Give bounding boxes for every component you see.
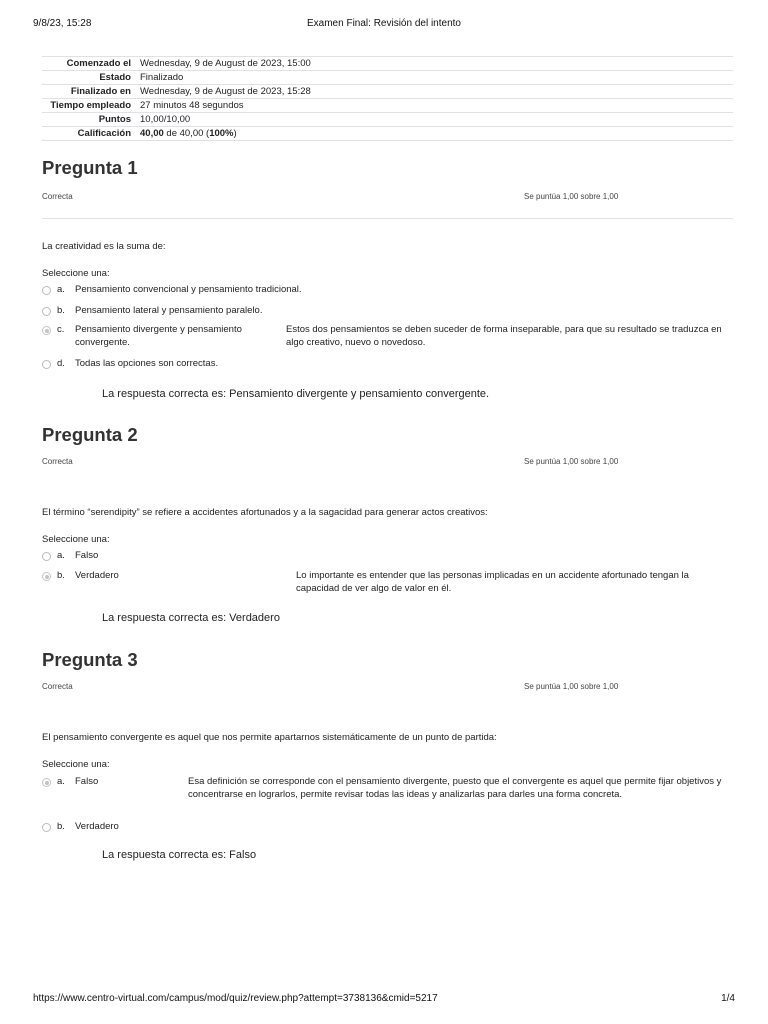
question-2	[42, 423, 733, 624]
option-text: Pensamiento convencional y pensamiento tradicional.	[75, 284, 302, 295]
summary-value: 10,00/10,00	[140, 114, 191, 125]
question-status: Correcta	[42, 682, 73, 691]
summary-row	[42, 99, 733, 113]
radio-button-checked[interactable]	[42, 572, 51, 581]
question-title: Pregunta 3	[42, 649, 138, 670]
attempt-summary-table	[42, 56, 733, 141]
summary-row	[42, 85, 733, 99]
radio-button[interactable]	[42, 552, 51, 561]
question-grade: Se puntúa 1,00 sobre 1,00	[524, 682, 619, 691]
option-text: Verdadero	[75, 570, 119, 581]
radio-button[interactable]	[42, 286, 51, 295]
question-divider	[42, 218, 733, 219]
summary-label: Finalizado en	[70, 86, 131, 97]
option-text: Falso	[75, 550, 99, 561]
summary-row	[42, 71, 733, 85]
grade-value: 40,00	[140, 128, 164, 139]
print-date: 9/8/23, 15:28	[33, 18, 92, 29]
option-letter: a.	[57, 284, 65, 295]
radio-button[interactable]	[42, 823, 51, 832]
option-text: Verdadero	[75, 821, 119, 832]
grade-total: de 40,00 (	[163, 128, 210, 139]
summary-label: Calificación	[77, 128, 131, 139]
question-title: Pregunta 1	[42, 157, 138, 178]
option-text: Falso	[75, 776, 99, 787]
right-answer: La respuesta correcta es: Verdadero	[102, 612, 280, 624]
grade-percent: 100%	[209, 128, 234, 139]
summary-value: 27 minutos 48 segundos	[140, 100, 244, 111]
summary-label: Estado	[99, 72, 131, 83]
right-answer: La respuesta correcta es: Falso	[102, 849, 257, 861]
summary-label: Comenzado el	[66, 58, 131, 69]
radio-button[interactable]	[42, 360, 51, 369]
print-title: Examen Final: Revisión del intento	[307, 18, 461, 29]
option-letter: d.	[57, 358, 65, 369]
grade-close: )	[233, 128, 237, 139]
question-text: El pensamiento convergente es aquel que nos permite apartarnos sistemáticamente de un punto de partida:	[42, 732, 497, 743]
question-1	[42, 156, 733, 400]
option-letter: b.	[57, 821, 65, 832]
option-text: Pensamiento lateral y pensamiento paralelo.	[75, 305, 263, 316]
print-header	[33, 18, 735, 32]
page-number: 1/4	[721, 993, 735, 1004]
summary-value	[137, 127, 733, 141]
summary-value: Wednesday, 9 de August de 2023, 15:28	[140, 86, 311, 97]
summary-value: Finalizado	[140, 72, 184, 83]
summary-value: Wednesday, 9 de August de 2023, 15:00	[140, 58, 311, 69]
question-text: El término “serendipity” se refiere a accidentes afortunados y a la sagacidad para generar actos creativos:	[42, 507, 488, 518]
radio-button-checked[interactable]	[42, 778, 51, 787]
question-3	[42, 648, 733, 861]
question-grade: Se puntúa 1,00 sobre 1,00	[524, 192, 619, 201]
question-title: Pregunta 2	[42, 424, 138, 445]
option-feedback: Estos dos pensamientos se deben suceder de forma inseparable, para que su resultado se traduzca en algo creativo, nuevo o novedoso.	[286, 324, 722, 348]
select-prompt: Seleccione una:	[42, 534, 110, 545]
radio-button[interactable]	[42, 307, 51, 316]
question-status: Correcta	[42, 457, 73, 466]
option-feedback: Esa definición se corresponde con el pensamiento divergente, puesto que el convergente es aquel que permite fijar objetivos y concentrarse en lograrlos, permite revisar todas las ideas y analizarlas para darles una forma concreta.	[188, 776, 722, 800]
question-status: Correcta	[42, 192, 73, 201]
page-url: https://www.centro-virtual.com/campus/mod/quiz/review.php?attempt=3738136&cmid=5217	[33, 993, 438, 1004]
select-prompt: Seleccione una:	[42, 268, 110, 279]
right-answer: La respuesta correcta es: Pensamiento divergente y pensamiento convergente.	[102, 388, 490, 400]
option-text: Todas las opciones son correctas.	[75, 358, 219, 369]
option-letter: b.	[57, 305, 65, 316]
summary-label: Puntos	[98, 114, 131, 125]
option-letter: a.	[57, 776, 65, 787]
summary-row	[42, 113, 733, 127]
summary-row	[42, 57, 733, 71]
option-letter: c.	[57, 324, 65, 335]
summary-row	[42, 127, 733, 141]
print-footer	[33, 993, 735, 1007]
option-letter: a.	[57, 550, 65, 561]
summary-label: Tiempo empleado	[50, 100, 131, 111]
option-letter: b.	[57, 570, 65, 581]
option-feedback: Lo importante es entender que las personas implicadas en un accidente afortunado tengan la capacidad de ver algo de valor en él.	[296, 570, 689, 594]
question-text: La creatividad es la suma de:	[42, 241, 166, 252]
option-text: Pensamiento divergente y pensamiento convergente.	[75, 324, 242, 348]
radio-button-checked[interactable]	[42, 326, 51, 335]
select-prompt: Seleccione una:	[42, 759, 110, 770]
question-grade: Se puntúa 1,00 sobre 1,00	[524, 457, 619, 466]
